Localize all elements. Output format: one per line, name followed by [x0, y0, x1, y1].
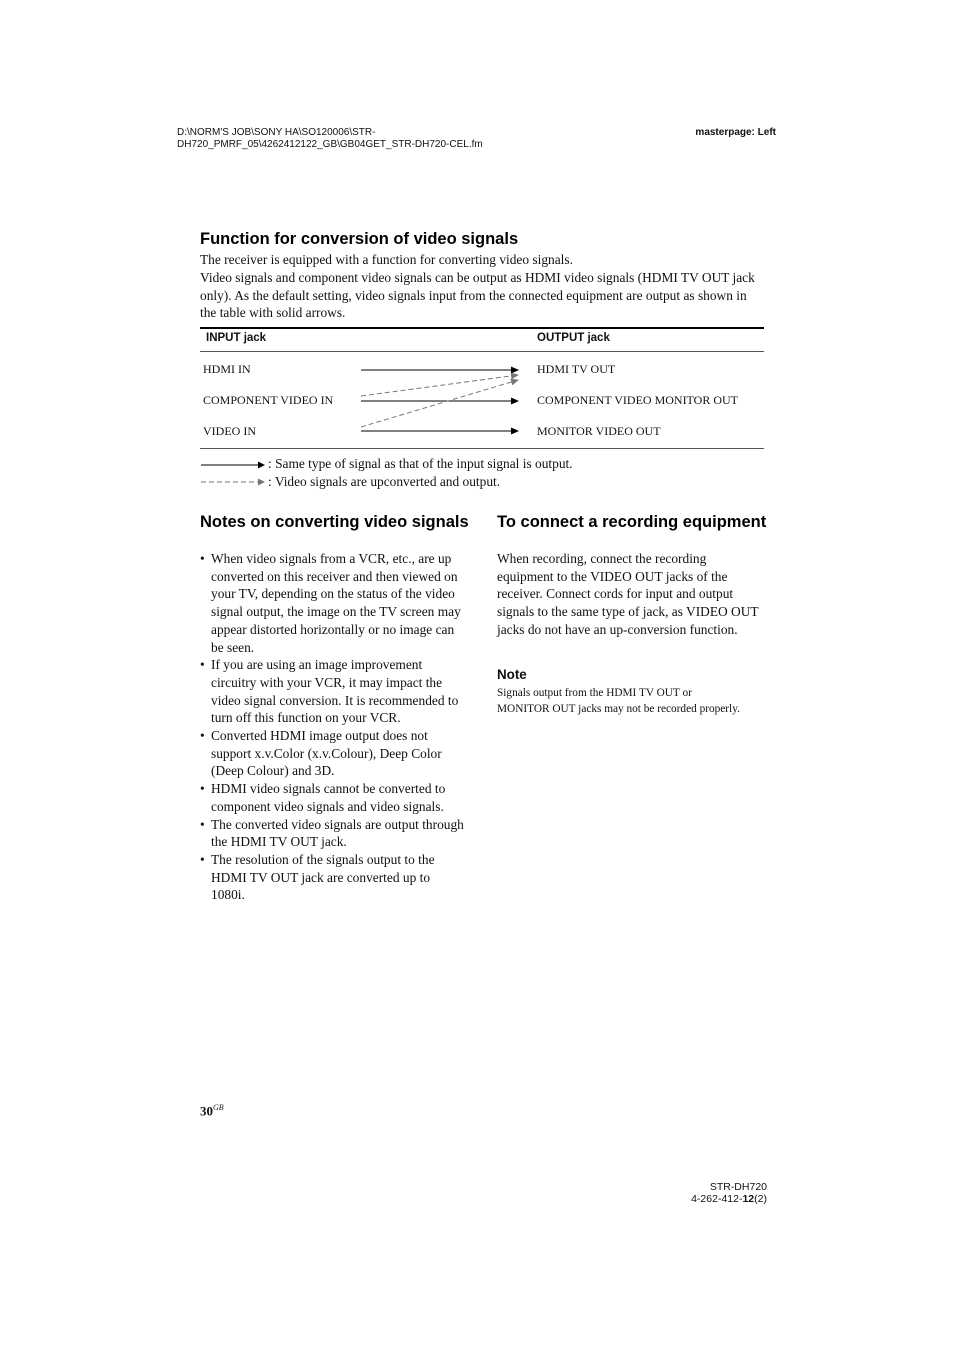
output-hdmi-tv-out: HDMI TV OUT: [537, 362, 616, 376]
input-component-video-in: COMPONENT VIDEO IN: [203, 393, 334, 407]
signal-arrows-diagram: [200, 327, 764, 450]
footer-code-suffix: (2): [754, 1193, 767, 1205]
section-title-conversion: Function for conversion of video signals: [200, 230, 519, 248]
legend-solid-row: [200, 455, 765, 473]
list-item: • When video signals from a VCR, etc., are up converted on this receiver and then viewed on your TV, depending on the status of the video signal output, the image on the TV screen may appear distorted horizontally or no image can be seen.: [200, 550, 466, 656]
section-title-recording: To connect a recording equipment: [497, 513, 767, 531]
arrow-video-in-upconvert-to-hdmi: [361, 380, 518, 427]
header-masterpage: masterpage: Left: [695, 127, 776, 138]
notes-list: [200, 550, 466, 904]
footer-code-prefix: 4-262-412-: [691, 1193, 743, 1205]
conversion-paragraph-2: Video signals and component video signals can be output as HDMI video signals (HDMI TV OUT jack only). As the default setting, video signals input from the connected equipment are output as shown in the table with solid arrows.: [200, 270, 755, 321]
page-number-value: 30: [200, 1103, 213, 1119]
list-item: • The converted video signals are output through the HDMI TV OUT jack.: [200, 816, 466, 851]
legend-dashed-arrow-icon: [200, 473, 266, 491]
list-item: • If you are using an image improvement circuitry with your VCR, it may impact the video signal conversion. It is recommended to turn off this function on your VCR.: [200, 656, 466, 727]
page-number: [200, 1103, 224, 1119]
input-jack-header: INPUT jack: [206, 332, 267, 344]
list-item: • HDMI video signals cannot be converted to component video signals and video signals.: [200, 780, 466, 815]
footer-model-code: [691, 1181, 767, 1205]
output-component-video-monitor-out: COMPONENT VIDEO MONITOR OUT: [537, 393, 739, 407]
legend-dashed-text: : Video signals are upconverted and output.: [268, 474, 501, 489]
page-number-suffix: GB: [213, 1103, 224, 1112]
conversion-paragraph-1: The receiver is equipped with a function for converting video signals.: [200, 252, 573, 267]
output-monitor-video-out: MONITOR VIDEO OUT: [537, 424, 661, 438]
output-jack-header: OUTPUT jack: [537, 332, 610, 344]
footer-model: STR-DH720: [709, 1181, 767, 1193]
input-hdmi-in: HDMI IN: [203, 362, 251, 376]
legend-solid-arrow-icon: [200, 455, 266, 473]
arrow-component-in-upconvert-to-hdmi: [361, 375, 518, 396]
legend-solid-text: : Same type of signal as that of the input signal is output.: [268, 456, 573, 471]
footer-code: [691, 1193, 767, 1205]
header-file-path: D:\NORM'S JOB\SONY HA\SO120006\STR-DH720_PMRF_05\4262412122_GB\GB04GET_STR-DH720-CEL.fm: [177, 127, 483, 150]
recording-body: When recording, connect the recording equipment to the VIDEO OUT jacks of the receiver. Connect cords for input and output signals to the same type of jack, as VIDEO OUT jacks do not have an up-conversion function.: [497, 551, 759, 637]
section-title-notes: Notes on converting video signals: [200, 513, 469, 531]
legend-dashed-row: [200, 473, 765, 491]
input-video-in: VIDEO IN: [203, 424, 256, 438]
note-label: Note: [497, 667, 527, 682]
signal-conversion-table: [200, 327, 764, 450]
footer-code-bold: 12: [742, 1193, 755, 1205]
list-item: • The resolution of the signals output to the HDMI TV OUT jack are converted up to 1080i.: [200, 851, 466, 904]
note-body: Signals output from the HDMI TV OUT or MONITOR OUT jacks may not be recorded properly.: [497, 687, 740, 716]
list-item: • Converted HDMI image output does not support x.v.Color (x.v.Colour), Deep Color (Deep Colour) and 3D.: [200, 727, 466, 780]
